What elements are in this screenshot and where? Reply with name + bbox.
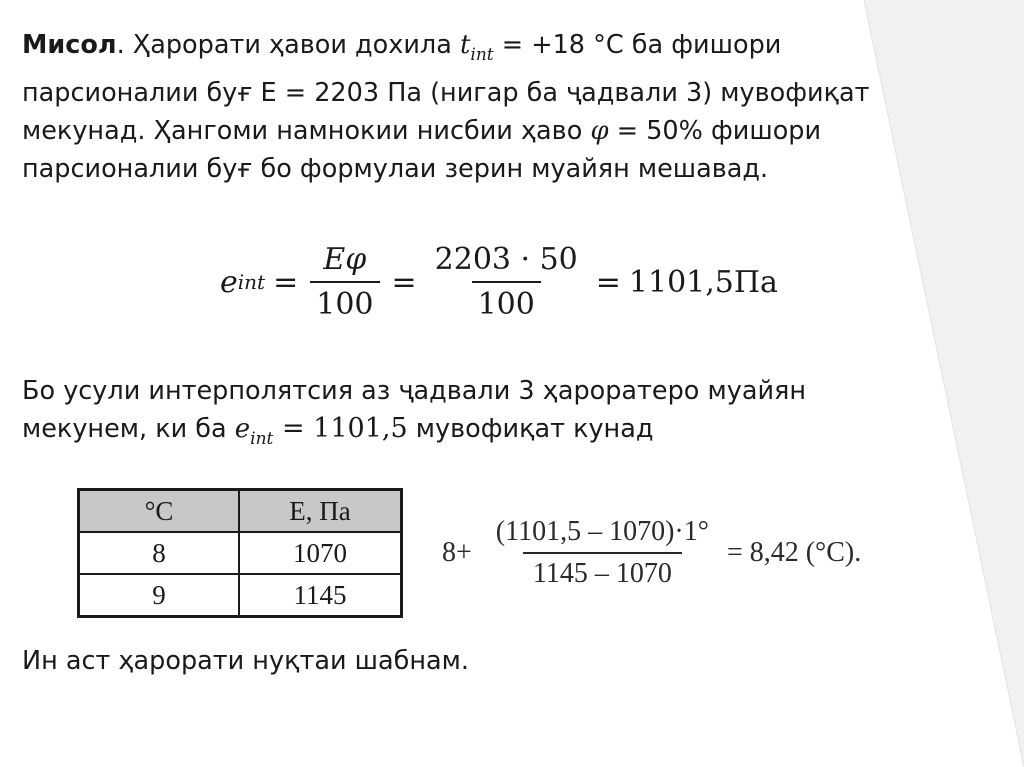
fraction-numeric: [429, 242, 584, 322]
fraction-denominator: 100: [310, 281, 379, 322]
interpolation-paragraph: [22, 372, 1012, 458]
table-header-row: [79, 490, 402, 533]
subscript-int: int: [250, 429, 274, 449]
fraction-denominator: 1145 – 1070: [523, 552, 682, 590]
fraction-numerator: 2203 · 50: [434, 242, 578, 277]
conclusion-paragraph: Ин аст ҳарорати нуқтаи шабнам.: [22, 646, 469, 676]
table-cell: 1145: [239, 574, 402, 617]
equals-sign: =: [391, 264, 417, 300]
interpolation-fraction: [486, 516, 719, 590]
text-segment: мекунем, ки ба: [22, 414, 235, 444]
subscript-int: int: [470, 45, 494, 65]
equals-sign: =: [595, 264, 621, 300]
example-label: Мисол: [22, 30, 117, 60]
table-cell: 9: [79, 574, 240, 617]
table-header-cell: E, Па: [239, 490, 402, 533]
example-paragraph: [22, 26, 1012, 188]
interpolation-line-1: Бо усули интерполятсия аз ҷадвали 3 ҳароратеро муайян: [22, 376, 807, 406]
interpolation-prefix: 8+: [442, 537, 472, 568]
variable-e: e: [234, 414, 251, 444]
variable-t: t: [459, 30, 471, 60]
fraction-numerator: Eφ: [323, 242, 367, 277]
interpolation-formula: [442, 508, 861, 598]
interpolation-result: = 8,42 (°C).: [726, 537, 862, 568]
table-row: [79, 532, 402, 574]
table-header-cell: °C: [79, 490, 240, 533]
table-row: [79, 574, 402, 617]
formula-result: 1101,5Па: [628, 264, 778, 300]
formula-lhs-variable: e: [220, 264, 238, 300]
variable-phi: φ: [590, 116, 609, 146]
text-segment: мекунад. Ҳангоми намнокии нисбии ҳаво: [22, 116, 591, 146]
fraction-denominator: 100: [472, 281, 541, 322]
inline-equation-value: = 1101,5: [273, 413, 408, 444]
fraction-numerator: (1101,5 – 1070)·1°: [495, 516, 709, 547]
example-line-1: [22, 26, 1012, 74]
text-segment: = 50% фишори: [608, 116, 822, 146]
fraction-symbolic: [310, 242, 379, 322]
text-segment: = +18 °С ба фишори: [493, 30, 782, 60]
formula-lhs-subscript: int: [237, 270, 266, 294]
vapor-pressure-formula: [220, 232, 778, 332]
example-line-2: парсионалии буғ E = 2203 Па (нигар ба ҷадвали 3) мувофиқат: [22, 78, 870, 108]
interpolation-line-2: [22, 410, 1012, 458]
table-cell: 1070: [239, 532, 402, 574]
example-line-3: [22, 112, 1012, 150]
equals-sign: =: [273, 264, 299, 300]
pressure-table: [77, 488, 403, 618]
text-segment: . Ҳарорати ҳавои дохила: [116, 30, 460, 60]
table-cell: 8: [79, 532, 240, 574]
example-line-4: парсионалии буғ бо формулаи зерин муайян мешавад.: [22, 154, 769, 184]
text-segment: мувофиқат кунад: [407, 414, 654, 444]
